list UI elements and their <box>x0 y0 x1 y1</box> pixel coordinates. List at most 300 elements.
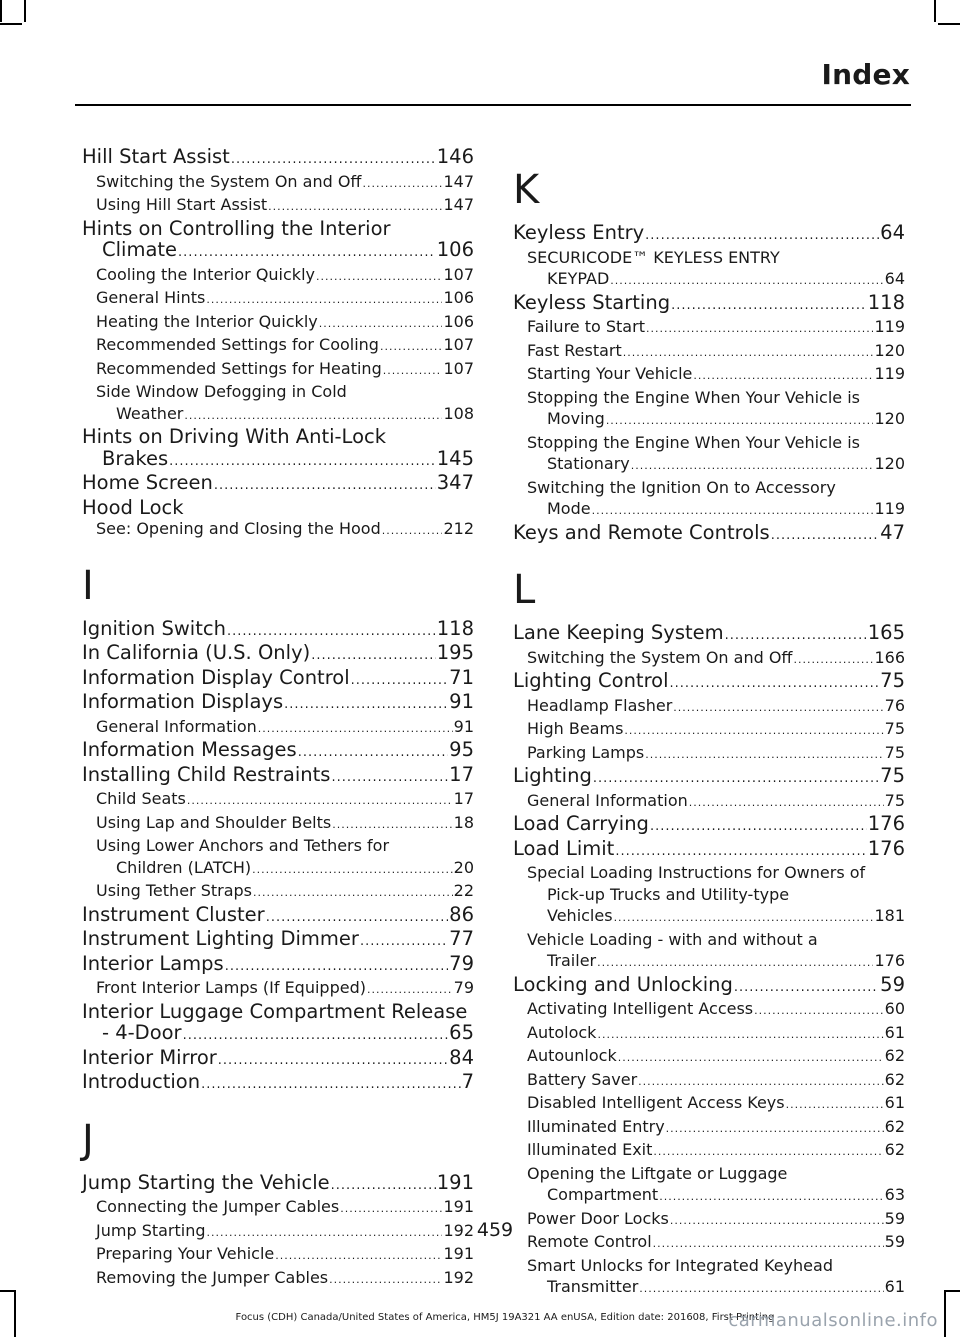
index-subentry <box>82 880 474 904</box>
page-ref: 176 <box>874 951 905 970</box>
leader-dots <box>618 1047 884 1069</box>
page-ref: 120 <box>874 340 905 360</box>
entry-text: Hints on Driving With Anti-Lock <box>82 425 387 448</box>
index-entry <box>82 764 474 789</box>
page-ref: 166 <box>874 647 905 667</box>
leader-dots <box>638 1071 883 1093</box>
crop-mark <box>0 23 22 25</box>
page-ref: 77 <box>449 927 474 950</box>
entry-text: Load Limit <box>513 836 615 860</box>
leader-dots <box>331 1175 436 1197</box>
leader-dots <box>786 1094 884 1116</box>
leader-dots <box>793 649 873 671</box>
entry-text: Child Seats <box>96 789 186 808</box>
page-ref: 192 <box>443 1220 474 1240</box>
entry-text: Instrument Cluster <box>82 902 265 926</box>
leader-dots <box>615 841 866 863</box>
leader-dots <box>311 645 436 667</box>
page-ref: 84 <box>449 1045 474 1069</box>
leader-dots <box>183 1025 449 1047</box>
leader-dots <box>367 979 453 1001</box>
leader-dots <box>623 342 874 364</box>
page-ref: 62 <box>884 1069 905 1089</box>
leader-dots <box>253 882 453 904</box>
entry-text: Interior Luggage Compartment Release <box>82 999 468 1023</box>
leader-dots <box>693 365 873 387</box>
entry-text: Hill Start Assist <box>82 145 230 168</box>
index-entry <box>82 667 474 692</box>
page-ref: 147 <box>443 171 474 191</box>
entry-text: Opening the Liftgate or Luggage <box>527 1163 788 1183</box>
index-entry <box>82 928 474 953</box>
page-ref: 195 <box>436 641 474 664</box>
index-entry <box>82 218 474 264</box>
index-subentry <box>513 1116 905 1140</box>
watermark: carmanualsonline.info <box>728 1310 938 1331</box>
page-ref: 65 <box>449 1021 474 1044</box>
entry-text: Installing Child Restraints <box>82 762 331 786</box>
page-ref: 62 <box>884 1116 905 1136</box>
page-ref: 120 <box>874 409 905 428</box>
leader-dots <box>754 1000 884 1022</box>
entry-text: Vehicle Loading - with and without a <box>527 929 818 949</box>
index-entry <box>513 292 905 317</box>
index-entry <box>82 497 474 519</box>
leader-dots <box>316 266 442 288</box>
index-subentry <box>82 311 474 335</box>
entry-text: Preparing Your Vehicle <box>96 1244 275 1263</box>
entry-text: See: Opening and Closing the Hood <box>96 519 381 538</box>
index-entry <box>82 739 474 764</box>
entry-text: Hints on Controlling the Interior <box>82 216 391 240</box>
entry-text: General Information <box>527 790 688 810</box>
entry-text: Hood Lock <box>82 495 184 519</box>
leader-dots <box>382 520 443 542</box>
entry-text: Keyless Entry <box>513 221 645 244</box>
page-ref: 47 <box>880 520 905 544</box>
page-ref: 18 <box>453 812 474 832</box>
entry-text-continued: Stationary <box>547 454 630 473</box>
entry-text: High Beams <box>527 719 624 738</box>
entry-text-continued: Pick-up Trucks and Utility-type <box>547 884 790 904</box>
index-subentry <box>82 1243 474 1267</box>
entry-text: Battery Saver <box>527 1069 638 1089</box>
index-subentry <box>82 1267 474 1291</box>
leader-dots <box>184 405 442 427</box>
page-ref: 79 <box>449 951 474 975</box>
page-ref: 212 <box>443 519 474 538</box>
leader-dots <box>380 336 442 358</box>
index-subentry <box>513 477 905 522</box>
leader-dots <box>645 225 879 247</box>
index-subentry <box>513 1139 905 1163</box>
entry-text: Introduction <box>82 1070 201 1093</box>
page-ref: 165 <box>867 621 905 644</box>
index-entry <box>82 1047 474 1072</box>
index-entry <box>82 904 474 929</box>
index-entry <box>513 813 905 838</box>
leader-dots <box>298 742 448 764</box>
index-subentry <box>513 718 905 742</box>
leader-dots <box>725 625 867 647</box>
page-ref: 191 <box>443 1244 474 1263</box>
index-subentry <box>82 381 474 426</box>
index-entry <box>513 974 905 999</box>
page-ref: 147 <box>443 195 474 214</box>
entry-text: Stopping the Engine When Your Vehicle is <box>527 432 860 452</box>
entry-text: Using Lap and Shoulder Belts <box>96 812 332 832</box>
leader-dots <box>383 360 443 382</box>
leader-dots <box>187 790 453 812</box>
leader-dots <box>201 1074 460 1096</box>
leader-dots <box>597 952 873 974</box>
page-ref: 86 <box>449 902 474 926</box>
entry-text: Jump Starting <box>96 1220 206 1240</box>
index-subentry <box>82 334 474 358</box>
section-letter: L <box>513 567 536 613</box>
index-subentry <box>513 247 905 292</box>
crop-mark <box>934 0 936 22</box>
index-subentry <box>513 998 905 1022</box>
leader-dots <box>169 451 436 473</box>
crop-mark <box>0 0 2 22</box>
index-subentry <box>82 171 474 195</box>
page-ref: 17 <box>453 789 474 808</box>
index-subentry <box>513 862 905 929</box>
index-subentry <box>82 194 474 218</box>
entry-text: Special Loading Instructions for Owners of <box>527 863 866 882</box>
page-ref: 119 <box>874 499 905 518</box>
index-entry <box>82 1071 474 1096</box>
index-subentry <box>82 977 474 1001</box>
entry-text-continued: Mode <box>547 499 591 518</box>
leader-dots <box>650 816 867 838</box>
index-subentry <box>82 518 474 542</box>
leader-dots <box>225 956 448 978</box>
entry-text-continued: Climate <box>102 238 178 261</box>
entry-text: General Hints <box>96 288 206 307</box>
leader-dots <box>360 931 448 953</box>
index-subentry <box>513 790 905 814</box>
entry-text: Lane Keeping System <box>513 621 724 644</box>
page-ref: 107 <box>443 358 474 378</box>
leader-dots <box>606 410 874 432</box>
page-ref: 176 <box>867 836 905 860</box>
index-subentry <box>513 1092 905 1116</box>
page-ref: 60 <box>884 999 905 1018</box>
page-ref: 106 <box>443 311 474 331</box>
entry-text: Lighting <box>513 764 592 787</box>
index-subentry <box>513 742 905 766</box>
entry-text: In California (U.S. Only) <box>82 641 311 664</box>
leader-dots <box>332 814 452 836</box>
entry-text: Interior Lamps <box>82 951 224 975</box>
index-entry <box>82 146 474 171</box>
index-entry <box>513 222 905 247</box>
leader-dots <box>231 149 436 171</box>
entry-text: Activating Intelligent Access <box>527 999 754 1018</box>
index-subentry <box>513 1069 905 1093</box>
leader-dots <box>351 670 449 692</box>
entry-text: Switching the System On and Off <box>96 171 362 191</box>
leader-dots <box>597 1024 883 1046</box>
entry-text: Cooling the Interior Quickly <box>96 264 315 284</box>
page-ref: 95 <box>449 738 474 761</box>
index-subentry <box>513 340 905 364</box>
section-letter: I <box>82 562 94 609</box>
leader-dots <box>771 525 879 547</box>
page-ref: 145 <box>436 446 474 470</box>
entry-text: Instrument Lighting Dimmer <box>82 927 359 950</box>
entry-text: Interior Mirror <box>82 1045 217 1069</box>
index-entry <box>82 426 474 472</box>
entry-text: Switching the Ignition On to Accessory <box>527 477 836 497</box>
leader-dots <box>206 289 442 311</box>
leader-dots <box>284 694 448 716</box>
leader-dots <box>653 1141 883 1163</box>
page-ref: 17 <box>449 762 474 786</box>
page-ref: 61 <box>884 1093 905 1112</box>
entry-text: Using Hill Start Assist <box>96 195 268 214</box>
page-ref: 64 <box>884 269 905 288</box>
page-ref: 75 <box>884 790 905 810</box>
leader-dots <box>275 1245 442 1267</box>
entry-text: Connecting the Jumper Cables <box>96 1197 340 1216</box>
leader-dots <box>218 1050 448 1072</box>
page-ref: 107 <box>443 264 474 284</box>
index-subentry <box>513 432 905 477</box>
index-entry <box>513 838 905 863</box>
page-number: 459 <box>476 1219 514 1241</box>
leader-dots <box>610 270 883 292</box>
leader-dots <box>639 1278 883 1300</box>
entry-text: Disabled Intelligent Access Keys <box>527 1093 785 1112</box>
entry-text: Front Interior Lamps (If Equipped) <box>96 978 366 997</box>
index-subentry <box>513 695 905 719</box>
entry-text: Using Tether Straps <box>96 881 252 900</box>
entry-text: Side Window Defogging in Cold <box>96 382 347 401</box>
entry-text: Stopping the Engine When Your Vehicle is <box>527 387 860 407</box>
page-ref: 59 <box>884 1208 905 1228</box>
page-ref: 106 <box>443 288 474 307</box>
leader-dots <box>268 196 442 218</box>
page-title: Index <box>821 58 910 91</box>
page-ref: 22 <box>453 881 474 900</box>
entry-text: Heating the Interior Quickly <box>96 311 318 331</box>
page-ref: 61 <box>884 1277 905 1296</box>
page-ref: 191 <box>436 1170 474 1194</box>
leader-dots <box>670 673 880 695</box>
page-ref: 106 <box>436 238 474 261</box>
page-ref: 62 <box>884 1046 905 1065</box>
entry-text: Autounlock <box>527 1046 617 1065</box>
page-ref: 63 <box>884 1185 905 1204</box>
index-entry <box>82 642 474 667</box>
index-entry <box>513 522 905 547</box>
page-ref: 62 <box>884 1140 905 1159</box>
page-ref: 118 <box>436 616 474 640</box>
page-ref: 108 <box>443 403 474 423</box>
entry-text: Headlamp Flasher <box>527 695 673 715</box>
index-entry <box>82 472 474 497</box>
leader-dots <box>734 977 879 999</box>
leader-dots <box>646 318 873 340</box>
page-ref: 79 <box>453 978 474 997</box>
page-ref: 75 <box>884 742 905 762</box>
entry-text: SECURICODE™ KEYLESS ENTRY <box>527 247 780 267</box>
page-ref: 347 <box>436 471 474 494</box>
page-ref: 75 <box>884 719 905 738</box>
entry-text: Information Messages <box>82 738 297 761</box>
page-ref: 64 <box>880 221 905 244</box>
leader-dots <box>362 173 442 195</box>
entry-text-continued: Trailer <box>547 951 597 970</box>
index-subentry <box>82 835 474 880</box>
leader-dots <box>689 792 884 814</box>
leader-dots <box>592 500 874 522</box>
entry-text-continued: Weather <box>116 403 184 423</box>
entry-text: Jump Starting the Vehicle <box>82 1170 330 1194</box>
page-ref: 7 <box>461 1070 474 1093</box>
page-ref: 59 <box>884 1232 905 1251</box>
entry-text-continued: Transmitter <box>547 1277 639 1296</box>
entry-text: Using Lower Anchors and Tethers for <box>96 836 390 855</box>
index-subentry <box>82 1196 474 1220</box>
index-subentry <box>513 363 905 387</box>
entry-text: Switching the System On and Off <box>527 647 793 667</box>
index-subentry <box>513 929 905 974</box>
page-ref: 59 <box>880 972 905 996</box>
page-ref: 91 <box>449 690 474 713</box>
index-entry <box>513 765 905 790</box>
entry-text: Illuminated Entry <box>527 1116 665 1136</box>
entry-text: Locking and Unlocking <box>513 972 733 996</box>
index-entry <box>82 1001 474 1047</box>
page-ref: 76 <box>884 695 905 715</box>
entry-text: Recommended Settings for Heating <box>96 358 382 378</box>
leader-dots <box>319 313 443 335</box>
leader-dots <box>329 1269 442 1291</box>
entry-text: Remote Control <box>527 1232 652 1251</box>
index-subentry <box>513 1022 905 1046</box>
section-letter: J <box>82 1116 94 1163</box>
index-subentry <box>82 264 474 288</box>
page-ref: 119 <box>874 317 905 336</box>
entry-text-continued: - 4-Door <box>102 1021 182 1044</box>
crop-mark <box>938 23 960 25</box>
index-entry <box>513 622 905 647</box>
entry-text-continued: Brakes <box>102 446 169 470</box>
entry-text: Removing the Jumper Cables <box>96 1267 329 1287</box>
leader-dots <box>214 475 436 497</box>
entry-text: Failure to Start <box>527 317 645 336</box>
leader-dots <box>659 1186 883 1208</box>
leader-dots <box>624 720 883 742</box>
page-ref: 75 <box>880 764 905 787</box>
entry-text-continued: Moving <box>547 409 605 428</box>
index-subentry <box>513 1163 905 1208</box>
index-subentry <box>513 316 905 340</box>
leader-dots <box>252 859 452 881</box>
entry-text: General Information <box>96 716 257 736</box>
page-ref: 75 <box>880 669 905 692</box>
leader-dots <box>671 295 867 317</box>
entry-text: Load Carrying <box>513 812 649 835</box>
leader-dots <box>614 907 874 929</box>
entry-text: Recommended Settings for Cooling <box>96 335 379 354</box>
index-subentry <box>82 788 474 812</box>
index-subentry <box>82 287 474 311</box>
leader-dots <box>331 767 448 789</box>
page-ref: 191 <box>443 1197 474 1216</box>
entry-text: Parking Lamps <box>527 742 645 762</box>
index-entry <box>82 691 474 716</box>
index-entry <box>82 1172 474 1197</box>
entry-text: Smart Unlocks for Integrated Keyhead <box>527 1255 833 1275</box>
page-ref: 181 <box>874 906 905 925</box>
entry-text-continued: Vehicles <box>547 906 613 925</box>
index-subentry <box>82 716 474 740</box>
entry-text-continued: Children (LATCH) <box>116 857 252 877</box>
index-subentry <box>82 812 474 836</box>
leader-dots <box>593 768 879 790</box>
footer-edition-info: Focus (CDH) Canada/United States of America, HM5J 19A321 AA enUSA, Edition date: 201608, First Printing <box>235 1312 775 1323</box>
entry-text: Information Displays <box>82 690 284 713</box>
index-subentry <box>513 647 905 671</box>
page-ref: 20 <box>453 857 474 877</box>
index-column-right <box>513 146 905 1300</box>
leader-dots <box>645 744 883 766</box>
page-ref: 61 <box>884 1022 905 1042</box>
leader-dots <box>631 455 874 477</box>
entry-text: Keyless Starting <box>513 290 671 314</box>
entry-text: Information Display Control <box>82 665 350 689</box>
crop-mark <box>946 1290 960 1292</box>
index-subentry <box>513 1045 905 1069</box>
leader-dots <box>340 1198 442 1220</box>
leader-dots <box>258 718 453 740</box>
entry-text: Lighting Control <box>513 669 669 692</box>
leader-dots <box>178 242 436 264</box>
entry-text: Fast Restart <box>527 340 622 360</box>
page-ref: 71 <box>449 665 474 689</box>
entry-text: Autolock <box>527 1022 597 1042</box>
entry-text: Power Door Locks <box>527 1208 669 1228</box>
entry-text-continued: Compartment <box>547 1185 659 1204</box>
page-ref: 118 <box>867 290 905 314</box>
leader-dots <box>666 1118 884 1140</box>
page-ref: 107 <box>443 335 474 354</box>
index-subentry <box>513 387 905 432</box>
page-ref: 176 <box>867 812 905 835</box>
page-ref: 192 <box>443 1267 474 1287</box>
index-entry <box>513 670 905 695</box>
crop-mark <box>24 0 26 22</box>
page-ref: 146 <box>436 145 474 168</box>
index-column-left <box>82 146 474 1290</box>
leader-dots <box>266 907 448 929</box>
section-letter: K <box>513 167 540 213</box>
entry-text-continued: KEYPAD <box>547 269 610 288</box>
index-entry <box>82 618 474 643</box>
entry-text: Home Screen <box>82 471 213 494</box>
entry-text: Keys and Remote Controls <box>513 520 770 544</box>
page-ref: 91 <box>453 716 474 736</box>
entry-text: Starting Your Vehicle <box>527 364 693 383</box>
leader-dots <box>227 621 436 643</box>
entry-text: Illuminated Exit <box>527 1140 653 1159</box>
header-divider <box>75 104 911 106</box>
